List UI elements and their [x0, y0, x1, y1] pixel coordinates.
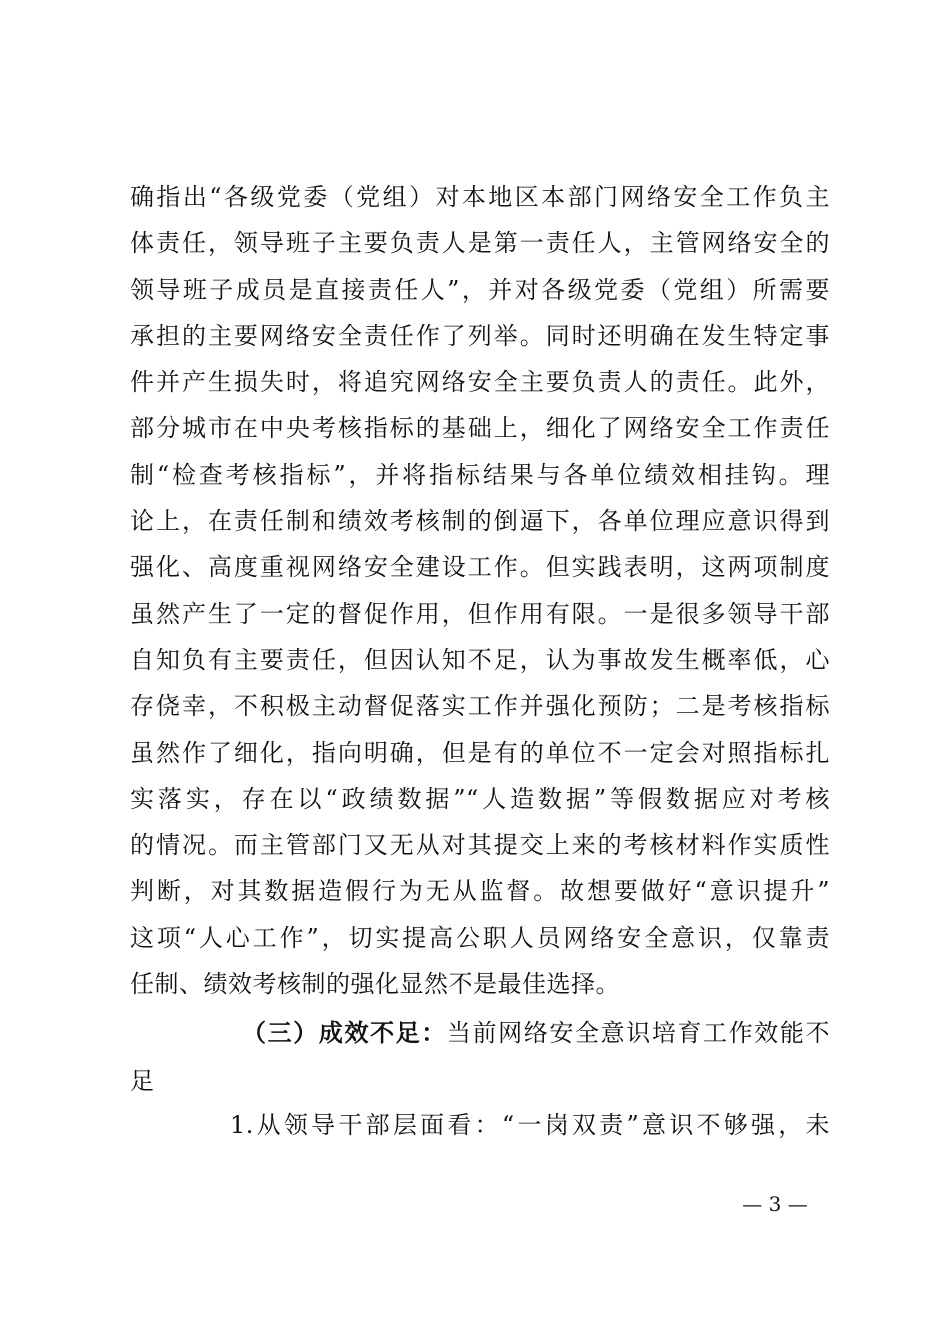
paragraph-line: 确指出“各级党委（党组）对本地区本部门网络安全工作负主 [130, 183, 830, 211]
page-number: — 3 — [742, 1192, 808, 1216]
paragraph-line: 论上，在责任制和绩效考核制的倒逼下，各单位理应意识得到 [130, 507, 830, 536]
paragraph-line: 的情况。而主管部门又无从对其提交上来的考核材料作实质性 [130, 831, 830, 860]
section-heading [130, 1009, 830, 1105]
paragraph-line: 承担的主要网络安全责任作了列举。同时还明确在发生特定事 [130, 321, 830, 350]
section-heading-text: 当前网络安全意识培育工作效能不 [446, 1019, 831, 1047]
paragraph-line: 虽然产生了一定的督促作用，但作用有限。一是很多领导干部 [130, 599, 830, 628]
paragraph-line: 件并产生损失时，将追究网络安全主要负责人的责任。此外， [130, 368, 830, 397]
numbered-item [130, 1101, 830, 1149]
paragraph-line: 判断，对其数据造假行为无从监督。故想要做好“意识提升” [130, 877, 830, 906]
section-heading-label: （三）成效不足： [242, 1018, 447, 1047]
numbered-item-line: 1.从领导干部层面看：“一岗双责”意识不够强，未 [230, 1111, 830, 1139]
paragraph-line: 领导班子成员是直接责任人”，并对各级党委（党组）所需要 [130, 275, 830, 304]
body-paragraph [130, 174, 830, 1007]
paragraph-line: 体责任，领导班子主要负责人是第一责任人，主管网络安全的 [130, 229, 830, 258]
section-heading-line [130, 1009, 830, 1057]
paragraph-line: 制“检查考核指标”，并将指标结果与各单位绩效相挂钩。理 [130, 460, 830, 489]
paragraph-line: 部分城市在中央考核指标的基础上，细化了网络安全工作责任 [130, 414, 830, 443]
paragraph-line: 实落实，存在以“政绩数据”“人造数据”等假数据应对考核 [130, 784, 830, 813]
paragraph-line: 任制、绩效考核制的强化显然不是最佳选择。 [130, 970, 620, 999]
paragraph-line: 存侥幸，不积极主动督促落实工作并强化预防；二是考核指标 [130, 692, 830, 721]
paragraph-line: 虽然作了细化，指向明确，但是有的单位不一定会对照指标扎 [130, 738, 830, 767]
section-heading-line-2: 足 [130, 1067, 155, 1095]
paragraph-line: 这项“人心工作”，切实提高公职人员网络安全意识，仅靠责 [130, 923, 830, 952]
paragraph-line: 自知负有主要责任，但因认知不足，认为事故发生概率低，心 [130, 645, 830, 674]
paragraph-line: 强化、高度重视网络安全建设工作。但实践表明，这两项制度 [130, 553, 830, 582]
